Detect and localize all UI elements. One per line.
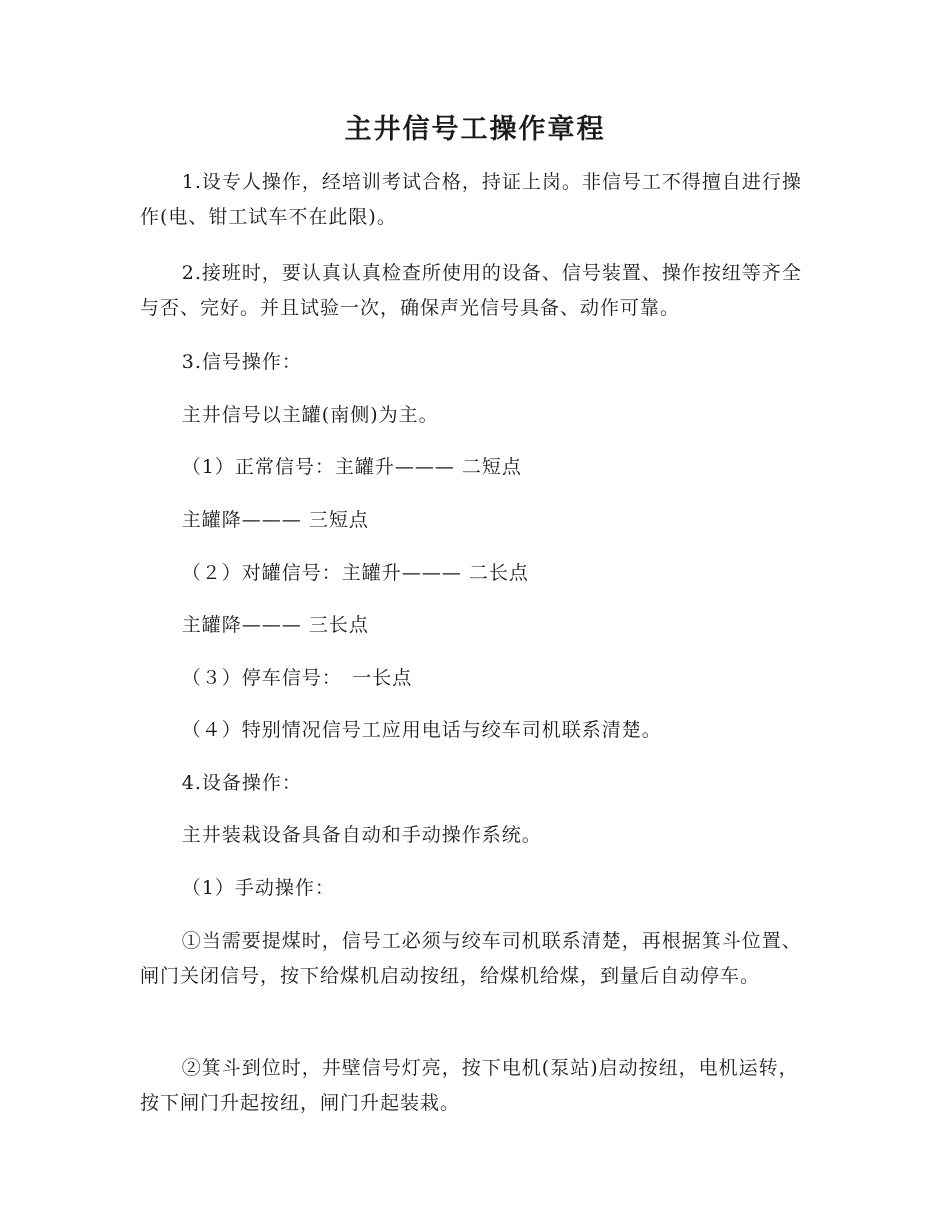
paragraph-11: 4.设备操作： bbox=[181, 772, 302, 794]
paragraph-12: 主井装栽设备具备自动和手动操作系统。 bbox=[181, 824, 542, 846]
paragraph-7: （２）对罐信号：主罐升——— 二长点 bbox=[181, 562, 529, 584]
paragraph-10: （４）特别情况信号工应用电话与绞车司机联系清楚。 bbox=[181, 719, 662, 741]
paragraph-6: 主罐降——— 三短点 bbox=[181, 509, 369, 531]
paragraph-3: 3.信号操作： bbox=[181, 351, 302, 373]
paragraph-1: 1.设专人操作，经培训考试合格，持证上岗。非信号工不得擅自进行操作(电、钳工试车不在此限)。 bbox=[140, 171, 802, 228]
paragraph-13: （1）手动操作： bbox=[181, 877, 335, 899]
paragraph-15: ②箕斗到位时，井壁信号灯亮，按下电机(泵站)启动按纽，电机运转，按下闸门升起按纽，闸门升起装栽。 bbox=[140, 1057, 799, 1114]
paragraph-14: ①当需要提煤时，信号工必须与绞车司机联系清楚，再根据箕斗位置、闸门关闭信号，按下给煤机启动按纽，给煤机给煤，到量后自动停车。 bbox=[140, 930, 802, 987]
paragraph-4: 主井信号以主罐(南侧)为主。 bbox=[181, 404, 439, 426]
document-title: 主井信号工操作章程 bbox=[344, 114, 606, 145]
paragraph-5: （1）正常信号：主罐升——— 二短点 bbox=[181, 456, 522, 478]
paragraph-2: 2.接班时，要认真认真检查所使用的设备、信号装置、操作按纽等齐全与否、完好。并且试验一次，确保声光信号具备、动作可靠。 bbox=[140, 262, 802, 319]
paragraph-8: 主罐降——— 三长点 bbox=[181, 614, 369, 636]
paragraph-9: （３）停车信号： 一长点 bbox=[181, 667, 413, 689]
